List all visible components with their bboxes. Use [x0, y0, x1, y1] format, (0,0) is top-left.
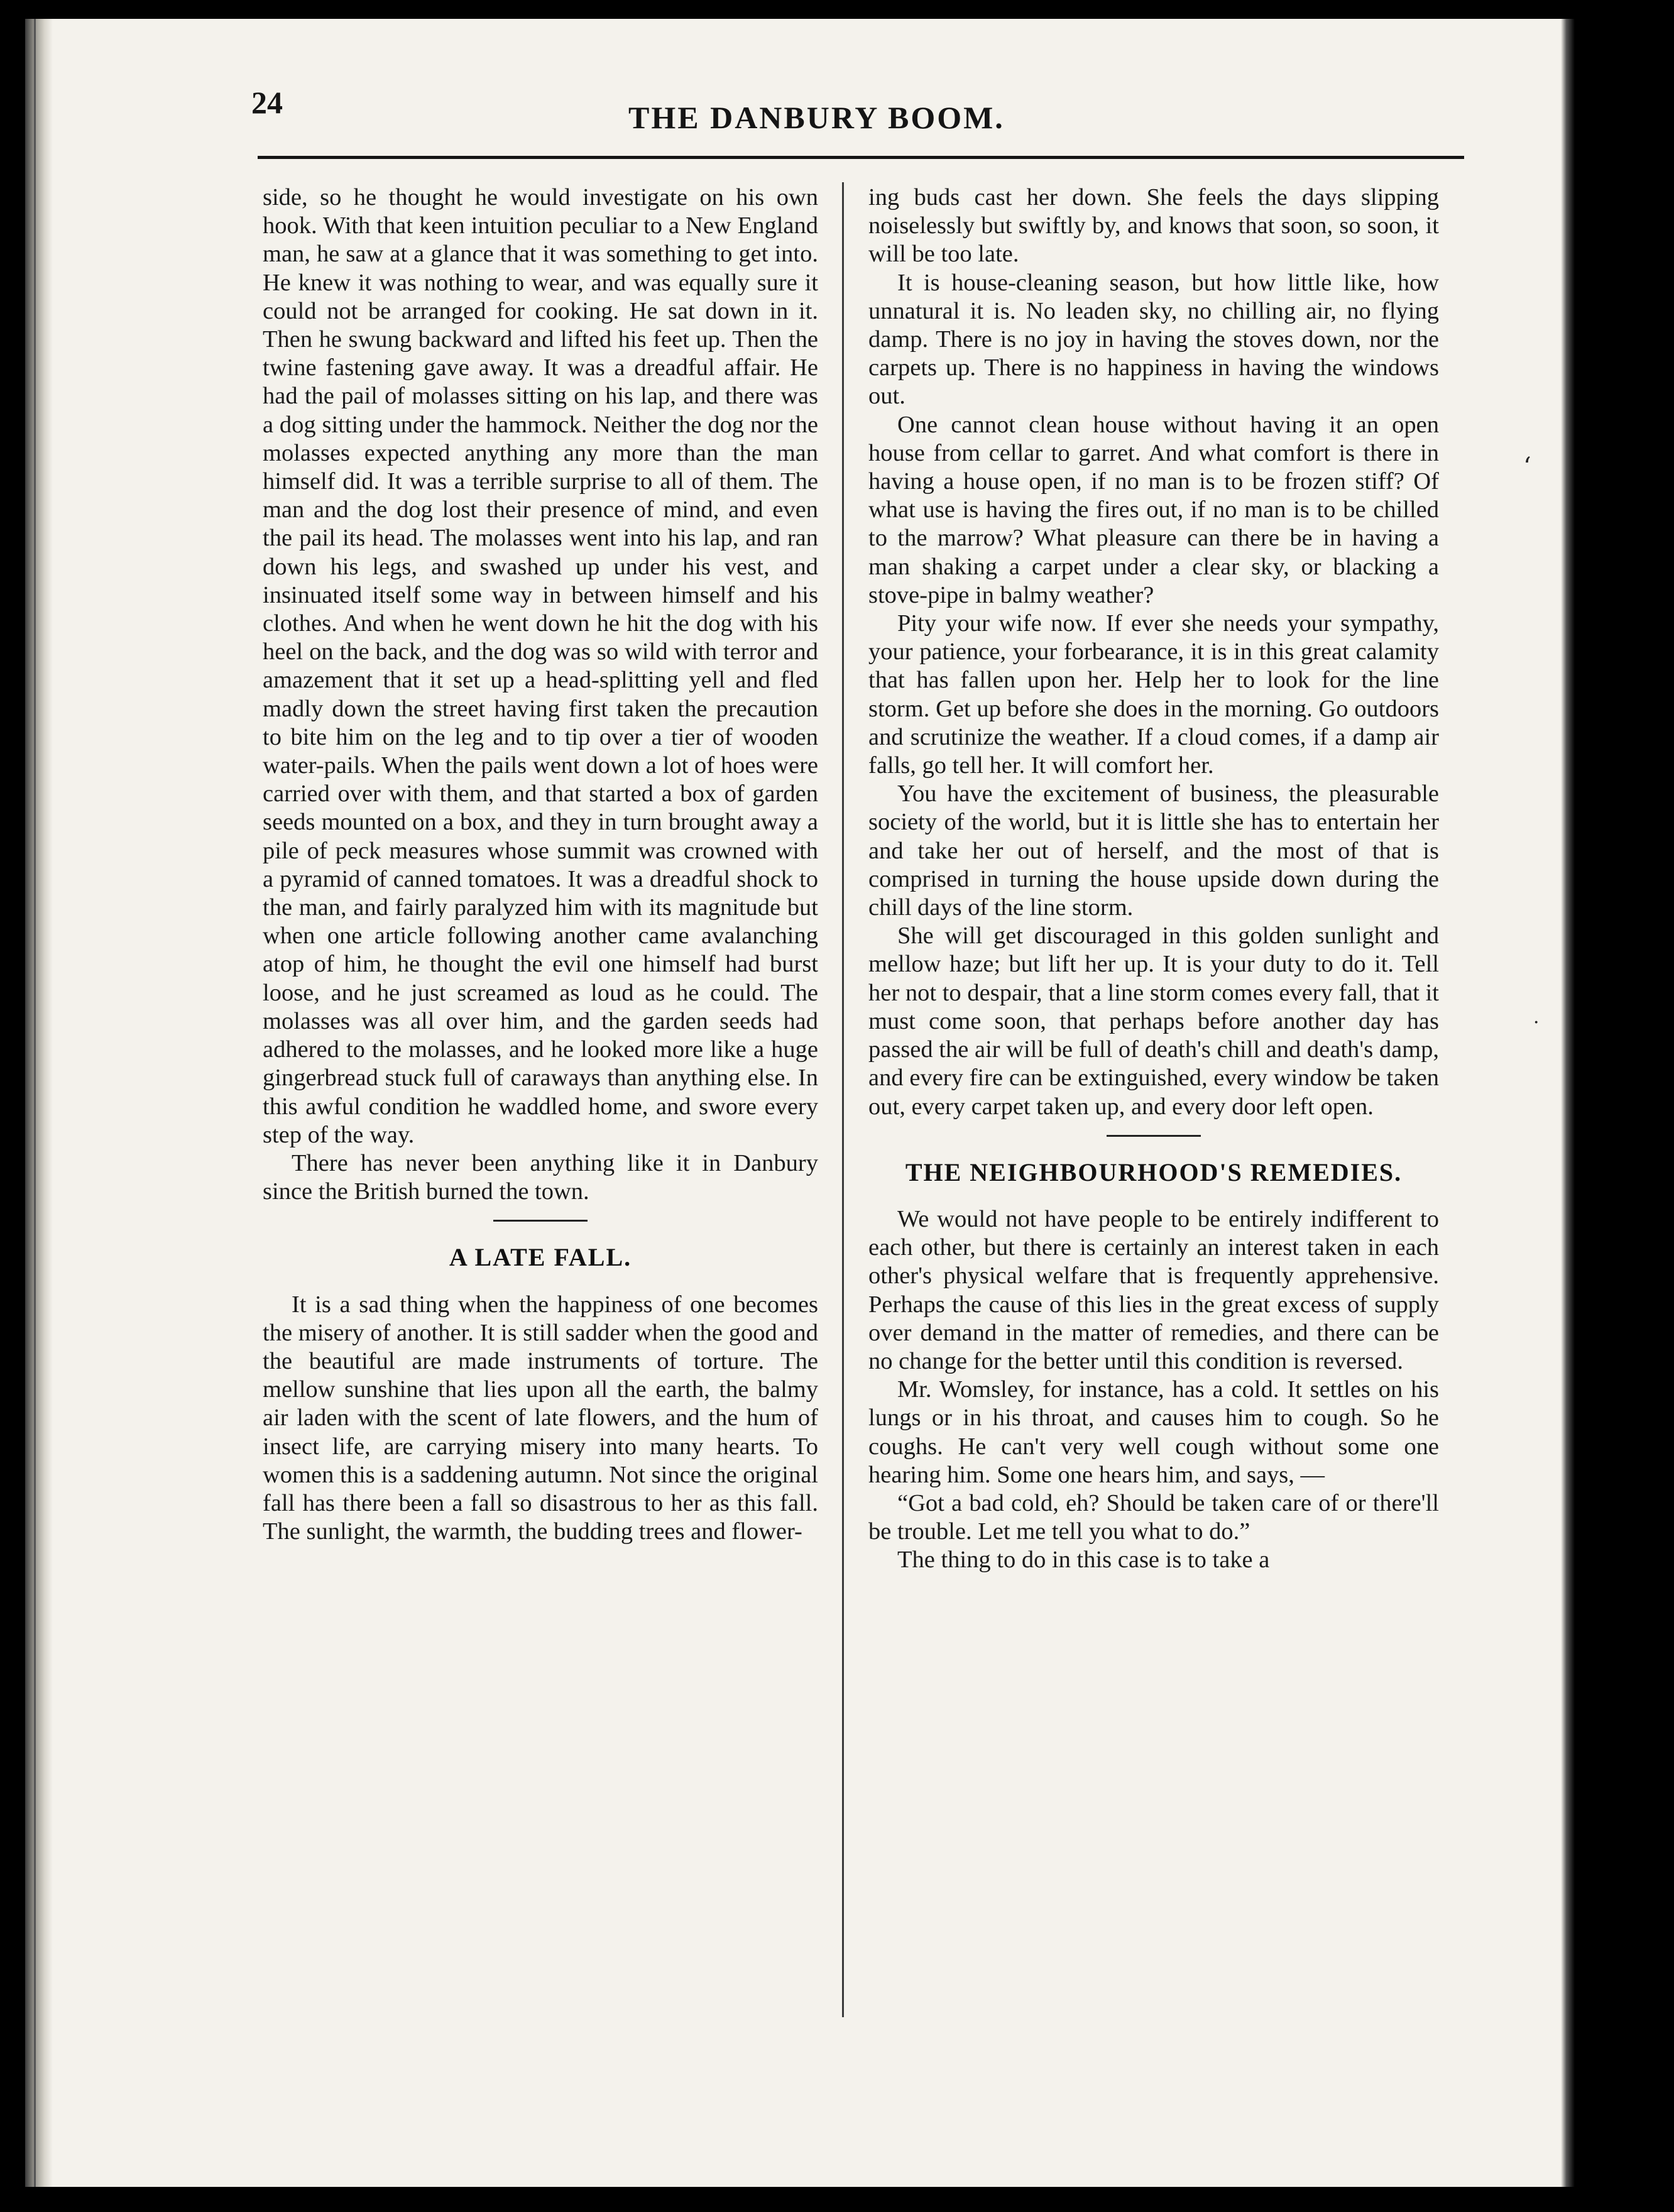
article-paragraph: It is house-cleaning season, but how little like, how unnatural it is. No leaden sky, no chilling air, no flying damp. There is no joy in having the stoves down, nor the carpets up. There is no happiness in having the windows out. [868, 269, 1439, 410]
section-rule [1107, 1135, 1201, 1137]
page-edge-shadow [1561, 19, 1575, 2187]
article-paragraph: Mr. Womsley, for instance, has a cold. It settles on his lungs or in his throat, and causes him to cough. So he coughs. He can't very well cough without some one hearing him. Some one hears him, and says, — [868, 1376, 1439, 1488]
article-paragraph: side, so he thought he would investigate on his own hook. With that keen intuition peculiar to a New England man, he saw at a glance that it was something to get into. He knew it was nothing to wear, and was equally sure it could not be arranged for cooking. He sat down in it. Then he swung backward and lifted his feet up. Then the twine fastening gave away. It was a dreadful affair. He had the pail of molasses sitting on his lap, and there was a dog sitting under the hammock. Neither the dog nor the molasses expected anything any more than the man himself did. It was a terrible surprise to all of them. The man and the dog lost their presence of mind, and even the pail its head. The molasses went into his lap, and ran down his legs, and swashed up under his vest, and insinuated itself some way in between himself and his clothes. And when he went down he hit the dog with his heel on the back, and the dog was so wild with terror and amazement that it set up a head-splitting yell and fled madly down the street having first taken the precaution to bite him on the leg and to tip over a tier of wooden water-pails. When the pails went down a lot of hoes were carried over with them, and that started a box of garden seeds mounted on a box, and they in turn brought away a pile of peck measures whose summit was crowned with a pyramid of canned tomatoes. It was a dreadful shock to the man, and fairly paralyzed him with its magnitude but when one article following another came avalanching atop of him, he thought the evil one himself had burst loose, and he just screamed as loud as he could. The molasses was all over him, and the garden seeds had adhered to the molasses, and he looked more like a huge gingerbread stuck full of caraways than anything else. In this awful condition he waddled home, and swore every step of the way. [263, 184, 818, 1148]
article-paragraph: We would not have people to be entirely indifferent to each other, but there is certainly an interest taken in each other's physical welfare that is frequently apprehensive. Perhaps the cause of this lies in the great excess of supply over demand in the matter of remedies, and there can be no change for the better until this condition is reversed. [868, 1205, 1439, 1374]
page-number: 24 [251, 85, 283, 120]
section-heading-late-fall: A LATE FALL. [449, 1243, 632, 1272]
article-paragraph: One cannot clean house without having it an open house from cellar to garret. And what comfort is there in having a house open, if no man is to be frozen stiff? Of what use is having the fires out, if no man is to be chilled to the marrow? What pleasure can there be in having a man shaking a carpet under a clear sky, or blacking a stove-pipe in balmy weather? [868, 411, 1439, 608]
scan-speck-mark: · [1533, 1012, 1540, 1034]
book-page [25, 19, 1575, 2187]
left-column [263, 183, 818, 1546]
running-header: THE DANBURY BOOM. [628, 100, 1005, 135]
column-divider [842, 182, 844, 2017]
article-paragraph: Pity your wife now. If ever she needs your sympathy, your patience, your forbearance, it is in this great calamity that has fallen upon her. Help her to look for the line storm. Get up before she does in the morning. Go outdoors and scrutinize the weather. If a cloud comes, if a damp air falls, go tell her. It will comfort her. [868, 610, 1439, 779]
header-rule [258, 156, 1464, 159]
section-heading-neighbourhoods-remedies: THE NEIGHBOURHOOD'S REMEDIES. [905, 1158, 1403, 1186]
article-paragraph: You have the excitement of business, the pleasurable society of the world, but it is little she has to entertain her and take her out of herself, and the most of that is comprised in turning the house upside down during the chill days of the line storm. [868, 780, 1439, 921]
article-paragraph: She will get discouraged in this golden sunlight and mellow haze; but lift her up. It is your duty to do it. Tell her not to despair, that a line storm comes every fall, that it must come soon, that perhaps before another day has passed the air will be full of death's chill and death's damp, and every fire can be extinguished, every window be taken out, every carpet taken up, and every door left open. [868, 923, 1439, 1120]
book-spine-shadow [25, 19, 53, 2187]
right-column [868, 183, 1439, 1575]
article-paragraph: ing buds cast her down. She feels the days slipping noiselessly but swiftly by, and knows that soon, so soon, it will be too late. [868, 184, 1439, 268]
scan-speck-mark: ‘ [1523, 452, 1531, 481]
section-rule [493, 1220, 588, 1222]
article-paragraph: It is a sad thing when the happiness of one becomes the misery of another. It is still sadder when the good and the beautiful are made instruments of torture. The mellow sunshine that lies upon all the earth, the balmy air laden with the scent of late flowers, and the hum of insect life, are carrying misery into many hearts. To women this is a saddening autumn. Not since the original fall has there been a fall so disastrous to her as this fall. The sunlight, the warmth, the budding trees and flower- [263, 1291, 818, 1545]
article-paragraph: The thing to do in this case is to take a [897, 1547, 1270, 1574]
article-paragraph: There has never been anything like it in Danbury since the British burned the town. [263, 1149, 818, 1205]
article-paragraph: “Got a bad cold, eh? Should be taken care of or there'll be trouble. Let me tell you what to do.” [868, 1489, 1439, 1545]
